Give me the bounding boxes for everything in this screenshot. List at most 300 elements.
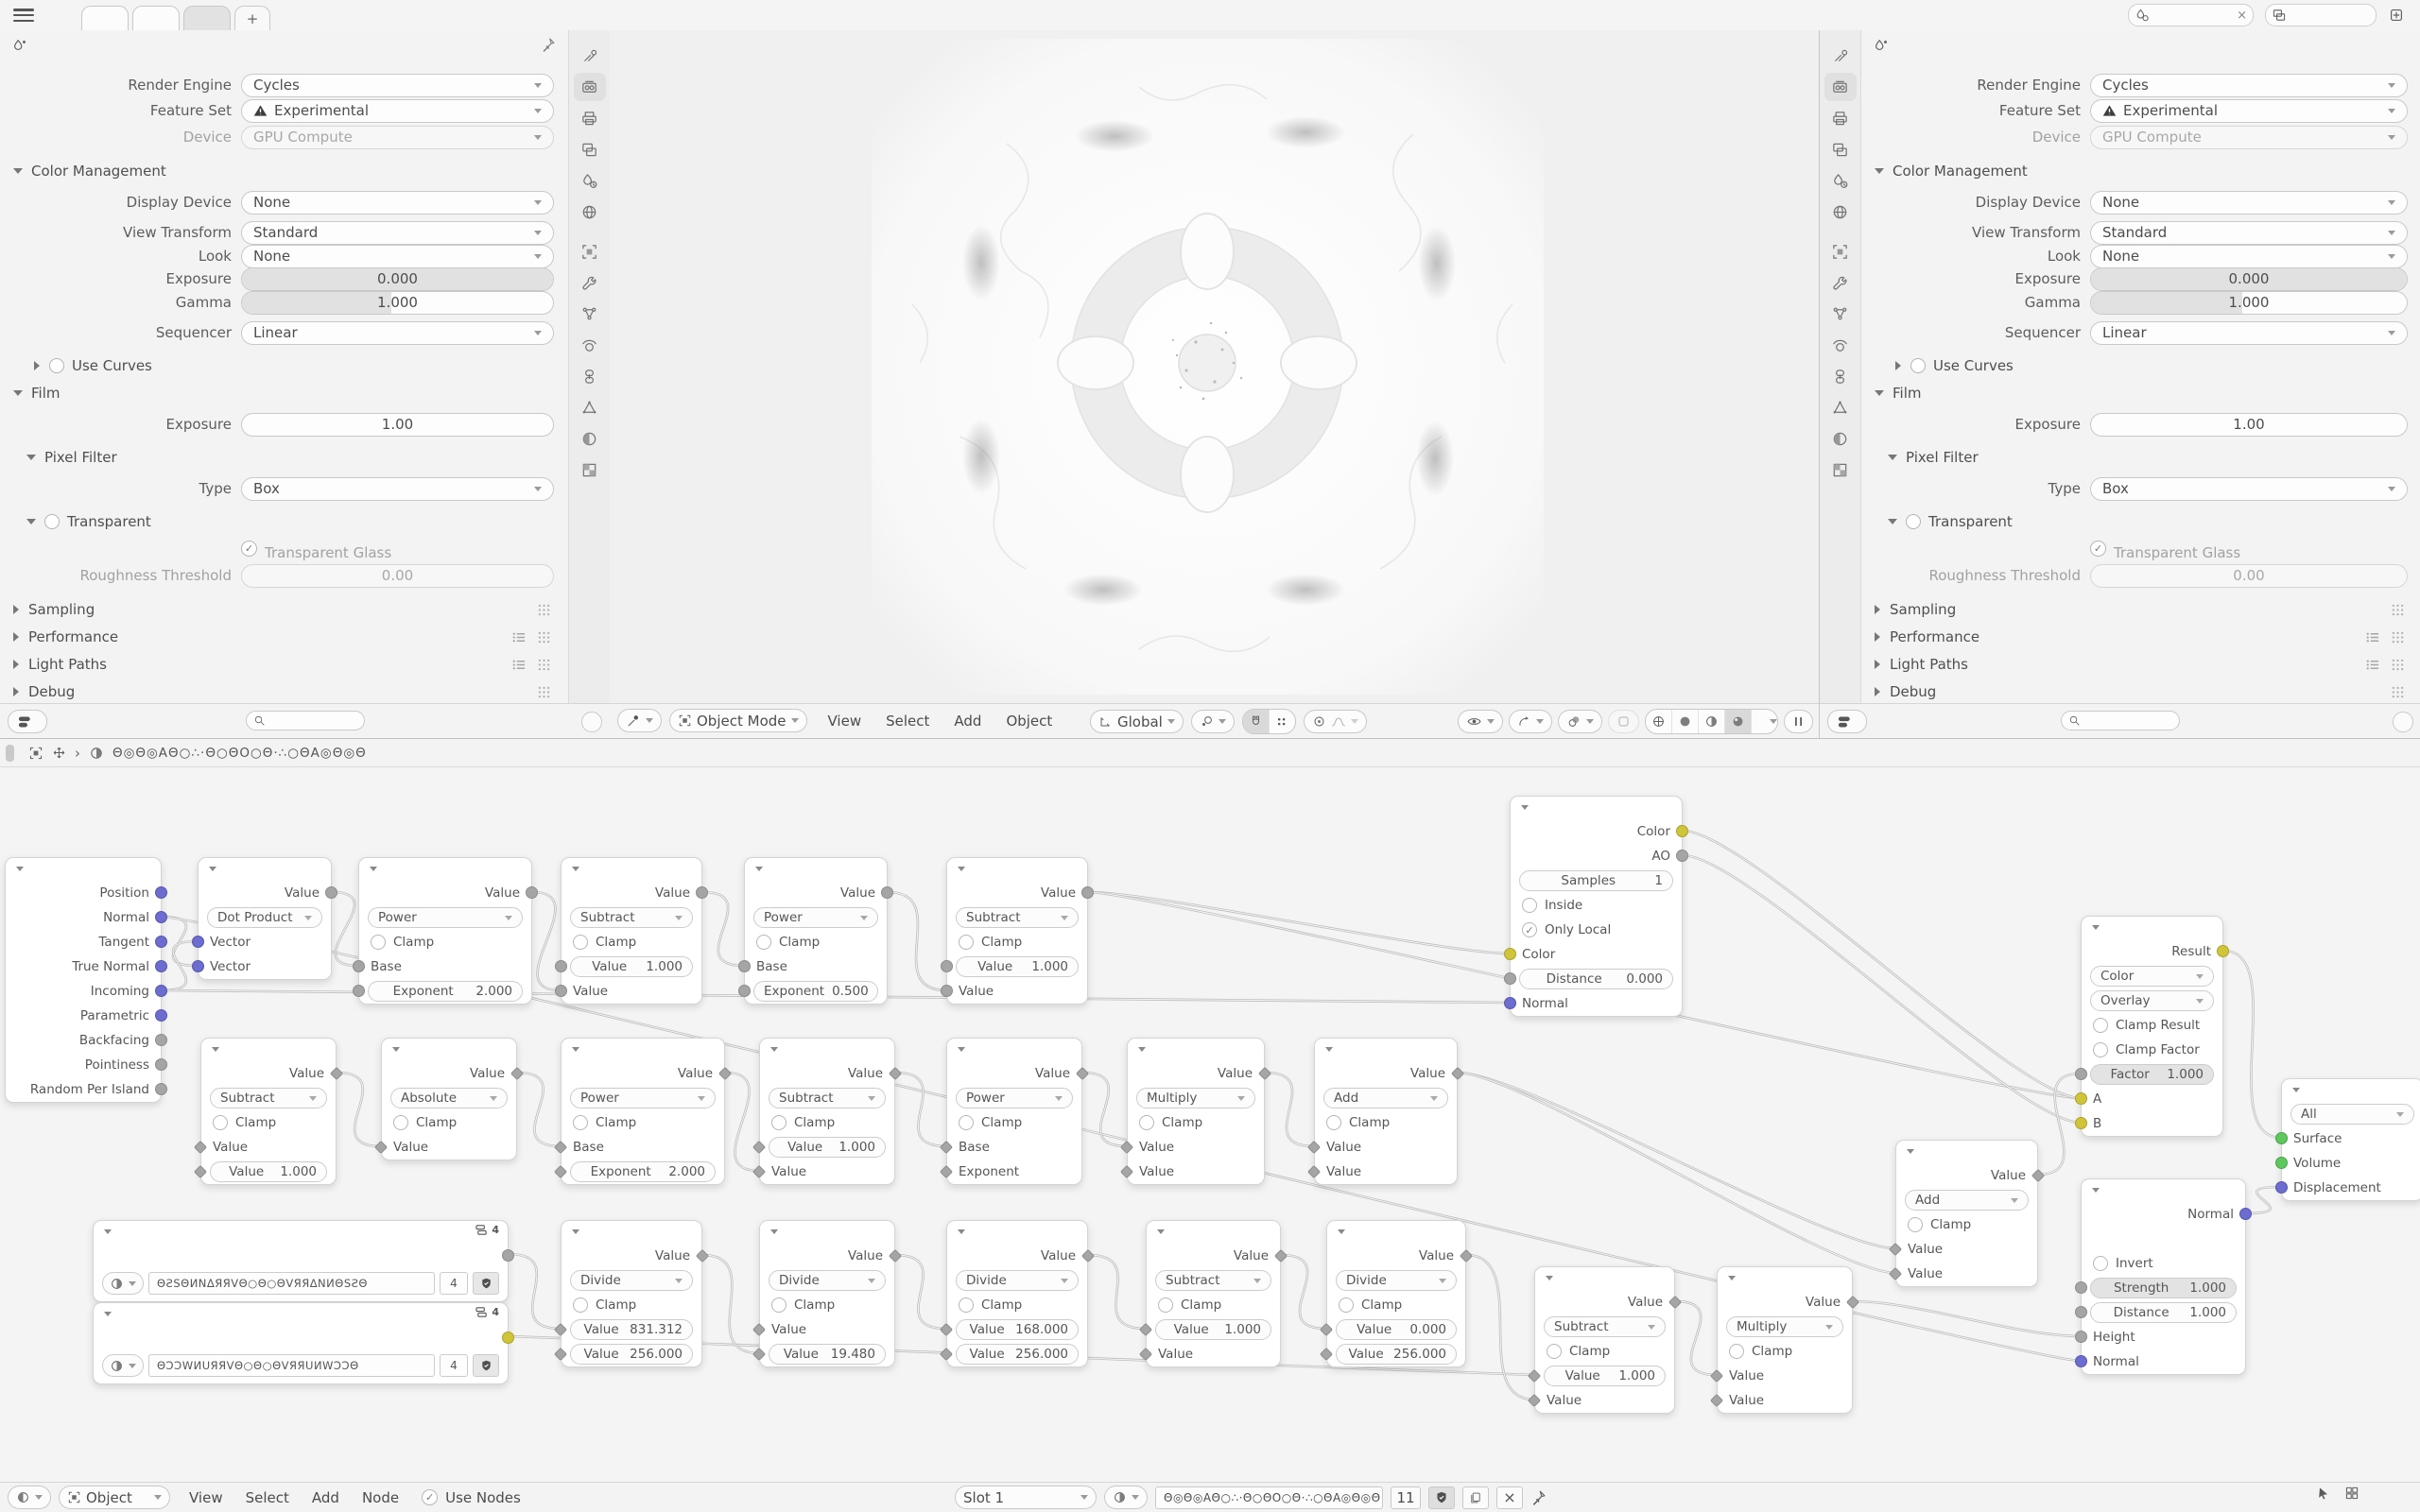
grid-icon[interactable] <box>2392 659 2404 671</box>
node-input-socket[interactable] <box>1889 1267 1902 1280</box>
menu-add[interactable]: Add <box>311 1488 339 1506</box>
overlays-dropdown[interactable] <box>1558 710 1602 733</box>
node-output-socket[interactable] <box>696 1249 709 1263</box>
node-math-multiply-2[interactable] <box>1717 1266 1853 1414</box>
section-use-curves[interactable] <box>1861 356 2408 375</box>
section-performance[interactable] <box>0 627 554 646</box>
material-browse-button[interactable] <box>102 1354 144 1377</box>
node-value-field[interactable] <box>1336 1344 1457 1365</box>
node-value-field[interactable] <box>2090 1302 2237 1323</box>
node-checkbox-clamp[interactable] <box>947 930 1087 954</box>
section-color-management[interactable] <box>1861 162 2408 180</box>
shading-solid-button[interactable] <box>1672 710 1699 733</box>
section-debug[interactable] <box>0 682 554 701</box>
properties-tab-data[interactable] <box>1824 393 1857 421</box>
list-icon[interactable] <box>2366 659 2380 671</box>
datablock-user-count[interactable]: 4 <box>440 1272 468 1295</box>
node-node-group-1[interactable] <box>93 1220 509 1302</box>
shading-rendered-button[interactable] <box>1725 710 1752 733</box>
node-checkbox-clamp[interactable] <box>382 1110 516 1135</box>
node-input-socket[interactable] <box>2275 1157 2288 1169</box>
node-value-field[interactable] <box>570 1319 693 1340</box>
node-output-socket[interactable] <box>155 936 167 948</box>
node-output-socket[interactable] <box>696 886 708 899</box>
node-input-socket[interactable] <box>2075 1306 2087 1318</box>
shader-type-selector[interactable] <box>59 1486 170 1509</box>
node-math-power-3[interactable] <box>561 1038 725 1185</box>
grid-icon[interactable] <box>2392 631 2404 644</box>
properties-tab-texture[interactable] <box>1824 455 1857 484</box>
collapse-icon[interactable] <box>958 1047 965 1052</box>
prop-slider-gamma[interactable] <box>2090 291 2408 315</box>
node-output-socket[interactable] <box>1676 850 1688 862</box>
collapse-icon[interactable] <box>2092 925 2100 930</box>
node-input-socket[interactable] <box>2275 1181 2288 1194</box>
node-input-socket[interactable] <box>1710 1369 1723 1383</box>
node-input-socket[interactable] <box>555 985 567 997</box>
node-output-socket[interactable] <box>718 1067 732 1080</box>
node-input-socket[interactable] <box>940 1348 953 1361</box>
prop-field-sequencer[interactable] <box>2090 321 2408 345</box>
fake-user-shield-button[interactable] <box>473 1354 499 1377</box>
node-enum-subtract[interactable] <box>1155 1270 1271 1291</box>
node-checkbox-inside[interactable] <box>1511 893 1682 918</box>
collapse-icon[interactable] <box>1157 1229 1165 1234</box>
section-film[interactable] <box>0 384 554 403</box>
node-output-socket[interactable] <box>1258 1067 1271 1080</box>
prop-field-type[interactable] <box>2090 477 2408 501</box>
node-enum-subtract[interactable] <box>956 907 1079 928</box>
node-value-field[interactable] <box>2090 1278 2237 1298</box>
node-math-divide-4[interactable] <box>1326 1220 1466 1367</box>
section-film[interactable] <box>1861 384 2408 403</box>
node-math-subtract-3[interactable] <box>200 1038 337 1185</box>
node-output-socket[interactable] <box>526 886 538 899</box>
pin-icon[interactable] <box>1530 1489 1547 1505</box>
node-output-socket[interactable] <box>1451 1067 1464 1080</box>
section-transparent[interactable] <box>0 512 554 531</box>
node-output-socket[interactable] <box>325 886 337 899</box>
node-output-socket[interactable] <box>155 1058 167 1071</box>
node-checkbox-clamp[interactable] <box>1128 1110 1264 1135</box>
node-value-field[interactable] <box>1519 969 1673 989</box>
properties-tab-modifier[interactable] <box>1824 268 1857 297</box>
node-enum-divide[interactable] <box>1336 1270 1457 1291</box>
node-input-socket[interactable] <box>738 985 751 997</box>
node-checkbox-clamp[interactable] <box>1327 1293 1465 1317</box>
section-light-paths[interactable] <box>1861 655 2408 674</box>
collapse-icon[interactable] <box>770 1047 778 1052</box>
node-checkbox-clamp-result[interactable] <box>2082 1013 2222 1038</box>
node-mix-color[interactable] <box>2081 916 2223 1137</box>
node-value-field[interactable] <box>753 981 878 1002</box>
slot-selector[interactable] <box>955 1486 1097 1509</box>
node-checkbox-clamp[interactable] <box>745 930 887 954</box>
node-output-socket[interactable] <box>155 911 167 923</box>
node-checkbox-clamp[interactable] <box>562 1293 701 1317</box>
node-checkbox-invert[interactable] <box>2082 1251 2245 1276</box>
node-output-socket[interactable] <box>881 886 893 899</box>
grid-icon[interactable] <box>538 659 550 671</box>
collapse-icon[interactable] <box>104 1312 112 1316</box>
node-value-field[interactable] <box>1155 1319 1271 1340</box>
node-value-field[interactable] <box>570 1161 716 1182</box>
node-input-socket[interactable] <box>554 1348 567 1361</box>
properties-tab-data[interactable] <box>574 393 606 421</box>
proportional-editing[interactable] <box>1304 710 1367 733</box>
node-input-socket[interactable] <box>1307 1141 1321 1154</box>
snap-settings-dropdown[interactable] <box>1270 710 1295 733</box>
node-enum-color[interactable] <box>2090 966 2214 987</box>
transform-orientation-selector[interactable] <box>1090 710 1184 733</box>
node-input-socket[interactable] <box>2075 1331 2087 1343</box>
collapse-icon[interactable] <box>1521 805 1529 810</box>
prop-field-view-transform[interactable] <box>2090 221 2408 245</box>
datablock-name-field[interactable]: ΘƆƆWИUЯЯVΘ○Θ○ΘVЯЯUИWƆƆΘ <box>148 1354 435 1377</box>
node-input-socket[interactable] <box>752 1141 766 1154</box>
node-checkbox-clamp[interactable] <box>760 1110 894 1135</box>
prop-field-feature-set[interactable] <box>241 99 554 123</box>
properties-tab-physics[interactable] <box>574 331 606 359</box>
node-ambient-occlusion[interactable] <box>1510 796 1683 1017</box>
node-value-field[interactable] <box>570 1344 693 1365</box>
node-output-socket[interactable] <box>1846 1296 1859 1309</box>
view-layer-value[interactable] <box>2290 8 2370 23</box>
node-geometry[interactable] <box>5 857 162 1103</box>
filter-toggle-button[interactable] <box>8 710 47 733</box>
properties-tab-texture[interactable] <box>574 455 606 484</box>
section-debug[interactable] <box>1861 682 2408 701</box>
node-checkbox-clamp[interactable] <box>1535 1339 1674 1364</box>
node-input-socket[interactable] <box>2075 1092 2087 1105</box>
properties-tab-world[interactable] <box>574 198 606 226</box>
prop-number-exposure[interactable] <box>241 413 554 437</box>
section-toggle-radio[interactable] <box>1910 358 1926 373</box>
node-input-socket[interactable] <box>752 1323 766 1336</box>
workspace-tab-3-active[interactable] <box>183 6 231 30</box>
prop-field-display-device[interactable] <box>2090 191 2408 215</box>
node-input-socket[interactable] <box>2075 1117 2087 1129</box>
node-output-socket[interactable] <box>1676 825 1688 837</box>
prop-slider-gamma[interactable] <box>241 291 554 315</box>
section-use-curves[interactable] <box>0 356 554 375</box>
grid-icon[interactable] <box>538 631 550 644</box>
list-icon[interactable] <box>512 659 527 671</box>
shading-wireframe-button[interactable] <box>1646 710 1672 733</box>
prop-field-feature-set[interactable] <box>2090 99 2408 123</box>
properties-tab-render[interactable] <box>1824 73 1857 101</box>
node-input-socket[interactable] <box>941 960 953 972</box>
collapse-icon[interactable] <box>392 1047 400 1052</box>
node-checkbox-clamp[interactable] <box>562 1110 724 1135</box>
collapse-icon[interactable] <box>2092 1188 2100 1193</box>
node-enum-absolute[interactable] <box>390 1088 508 1108</box>
shading-dropdown[interactable] <box>1752 710 1777 733</box>
prop-field-look[interactable] <box>2090 245 2408 268</box>
grid-icon[interactable] <box>2392 604 2404 616</box>
node-input-socket[interactable] <box>940 1141 953 1154</box>
node-value-field[interactable] <box>1544 1366 1666 1386</box>
prop-field-render-engine[interactable] <box>241 74 554 97</box>
prop-field-type[interactable] <box>241 477 554 501</box>
node-output-socket[interactable] <box>502 1249 514 1262</box>
node-math-add-1[interactable] <box>1314 1038 1458 1185</box>
node-input-socket[interactable] <box>1504 948 1516 960</box>
node-checkbox-clamp[interactable] <box>1315 1110 1457 1135</box>
section-toggle-radio[interactable] <box>49 358 64 373</box>
node-input-socket[interactable] <box>554 1323 567 1336</box>
checkbox-transparent-glass[interactable]: ✓ <box>241 541 257 557</box>
node-output-socket[interactable] <box>1274 1249 1288 1263</box>
node-input-socket[interactable] <box>1504 972 1516 985</box>
menu-add[interactable]: Add <box>954 712 982 730</box>
material-user-count[interactable]: 11 <box>1391 1486 1421 1509</box>
collapse-icon[interactable] <box>1907 1149 1914 1154</box>
node-input-socket[interactable] <box>1320 1323 1333 1336</box>
properties-tab-viewlayer[interactable] <box>1824 135 1857 163</box>
properties-tab-scene[interactable] <box>574 166 606 195</box>
node-input-socket[interactable] <box>940 1165 953 1178</box>
section-transparent[interactable] <box>1861 512 2408 531</box>
node-input-socket[interactable] <box>554 1141 567 1154</box>
node-value-field[interactable] <box>769 1344 886 1365</box>
collapse-icon[interactable] <box>770 1229 778 1234</box>
options-circle-button[interactable] <box>2393 712 2413 732</box>
node-enum-divide[interactable] <box>956 1270 1079 1291</box>
node-input-socket[interactable] <box>555 960 567 972</box>
properties-tab-tool[interactable] <box>574 42 606 70</box>
node-input-socket[interactable] <box>1320 1348 1333 1361</box>
node-output-socket[interactable] <box>155 1083 167 1095</box>
node-value-field[interactable] <box>2090 1064 2214 1085</box>
collapse-icon[interactable] <box>755 867 763 871</box>
node-math-power-1[interactable] <box>358 857 532 1005</box>
node-output-socket[interactable] <box>502 1332 514 1344</box>
node-input-socket[interactable] <box>1139 1323 1152 1336</box>
node-math-subtract-4[interactable] <box>759 1038 895 1185</box>
filter-toggle-button[interactable] <box>1827 710 1867 733</box>
node-enum-dot-product[interactable] <box>207 907 322 928</box>
properties-tab-output[interactable] <box>1824 104 1857 132</box>
properties-tab-world[interactable] <box>1824 198 1857 226</box>
search-input[interactable] <box>246 711 365 730</box>
properties-tab-object[interactable] <box>574 237 606 266</box>
prop-field-sequencer[interactable] <box>241 321 554 345</box>
prop-slider-exposure[interactable] <box>241 267 554 291</box>
properties-tab-constraints[interactable] <box>574 362 606 390</box>
node-input-socket[interactable] <box>1120 1141 1133 1154</box>
menu-icon[interactable] <box>13 9 34 22</box>
node-enum-divide[interactable] <box>769 1270 886 1291</box>
list-icon[interactable] <box>2366 631 2380 644</box>
options-circle-button[interactable] <box>581 712 602 732</box>
prop-field-view-transform[interactable] <box>241 221 554 245</box>
node-input-socket[interactable] <box>374 1141 388 1154</box>
node-output-socket[interactable] <box>1076 1067 1089 1080</box>
scene-name-value[interactable] <box>2153 8 2233 23</box>
collapse-icon[interactable] <box>1546 1276 1553 1280</box>
node-value-field[interactable] <box>956 956 1079 977</box>
node-canvas[interactable] <box>0 766 2420 1483</box>
pause-render-button[interactable] <box>1784 710 1813 733</box>
add-workspace-button[interactable]: + <box>234 6 270 30</box>
checkbox-transparent-glass[interactable]: ✓ <box>2090 541 2106 557</box>
node-output-socket[interactable] <box>2031 1169 2045 1182</box>
node-checkbox-clamp[interactable] <box>947 1110 1081 1135</box>
node-output-socket[interactable] <box>155 1009 167 1022</box>
node-value-field[interactable] <box>769 1137 886 1158</box>
node-math-power-4[interactable] <box>946 1038 1082 1185</box>
collapse-icon[interactable] <box>209 867 216 871</box>
scene-selector[interactable] <box>2128 4 2254 26</box>
overlay-grid-icon[interactable] <box>2344 1486 2360 1501</box>
node-input-socket[interactable] <box>752 1165 766 1178</box>
section-sampling[interactable] <box>0 600 554 619</box>
list-icon[interactable] <box>512 631 527 644</box>
node-enum-subtract[interactable] <box>570 907 693 928</box>
node-output-socket[interactable] <box>889 1067 902 1080</box>
new-layer-icon[interactable] <box>2388 7 2405 24</box>
workspace-tab-2[interactable] <box>132 6 180 30</box>
node-input-socket[interactable] <box>2075 1281 2087 1294</box>
node-output-socket[interactable] <box>1081 886 1094 899</box>
prop-number-roughness-threshold[interactable] <box>241 564 554 588</box>
node-material-output[interactable] <box>2281 1078 2420 1201</box>
datablock-user-count[interactable]: 4 <box>440 1354 468 1377</box>
collapse-icon[interactable] <box>572 867 579 871</box>
node-checkbox-clamp[interactable] <box>201 1110 336 1135</box>
menu-view[interactable]: View <box>189 1488 223 1506</box>
properties-tab-particles[interactable] <box>574 300 606 328</box>
node-math-subtract-6[interactable] <box>1534 1266 1675 1414</box>
section-toggle-radio[interactable] <box>1906 514 1921 529</box>
node-math-power-2[interactable] <box>744 857 888 1005</box>
visibility-dropdown[interactable] <box>1458 710 1503 733</box>
node-input-socket[interactable] <box>1710 1394 1723 1407</box>
section-pixel-filter[interactable] <box>0 448 554 467</box>
properties-tab-output[interactable] <box>574 104 606 132</box>
properties-tab-tool[interactable] <box>1824 42 1857 70</box>
node-vector-math-dot-product[interactable] <box>198 857 332 980</box>
section-pixel-filter[interactable] <box>1861 448 2408 467</box>
menu-select[interactable]: Select <box>245 1488 289 1506</box>
node-input-socket[interactable] <box>1528 1394 1541 1407</box>
node-checkbox-clamp[interactable] <box>562 930 701 954</box>
node-enum-power[interactable] <box>368 907 523 928</box>
copy-material-button[interactable] <box>1462 1486 1489 1509</box>
node-enum-multiply[interactable] <box>1136 1088 1255 1108</box>
node-enum-add[interactable] <box>1905 1190 2029 1211</box>
view-layer-selector[interactable] <box>2265 4 2377 26</box>
grid-icon[interactable] <box>538 686 550 698</box>
node-input-socket[interactable] <box>2075 1355 2087 1367</box>
collapse-icon[interactable] <box>1338 1229 1345 1234</box>
node-output-socket[interactable] <box>510 1067 524 1080</box>
search-input[interactable] <box>2061 711 2180 730</box>
node-math-subtract-1[interactable] <box>561 857 702 1005</box>
node-enum-overlay[interactable] <box>2090 990 2214 1011</box>
collapse-icon[interactable] <box>104 1229 112 1234</box>
node-output-socket[interactable] <box>330 1067 343 1080</box>
datablock-name-field[interactable]: ΘƧSΘИNΔЯЯVΘ○Θ○ΘVЯЯΔNИΘSƧΘ <box>148 1272 435 1295</box>
collapse-icon[interactable] <box>212 1047 219 1052</box>
section-light-paths[interactable] <box>0 655 554 674</box>
prop-field-device[interactable] <box>241 126 554 149</box>
node-enum-subtract[interactable] <box>769 1088 886 1108</box>
properties-tab-particles[interactable] <box>1824 300 1857 328</box>
node-math-multiply-1[interactable] <box>1127 1038 1265 1185</box>
viewport-3d[interactable] <box>610 30 1819 738</box>
node-output-socket[interactable] <box>1668 1296 1682 1309</box>
editor-type-selector[interactable] <box>8 1486 51 1509</box>
node-output-socket[interactable] <box>155 886 167 899</box>
node-input-socket[interactable] <box>752 1348 766 1361</box>
node-output-socket[interactable] <box>2239 1208 2252 1220</box>
node-checkbox-clamp[interactable] <box>1718 1339 1852 1364</box>
menu-node[interactable]: Node <box>361 1488 400 1506</box>
fake-user-shield-button[interactable] <box>473 1272 499 1295</box>
prop-number-roughness-threshold[interactable] <box>2090 564 2408 588</box>
node-output-socket[interactable] <box>155 960 167 972</box>
node-value-field[interactable] <box>1336 1319 1457 1340</box>
node-value-field[interactable] <box>368 981 523 1002</box>
node-enum-power[interactable] <box>956 1088 1073 1108</box>
node-input-socket[interactable] <box>738 960 751 972</box>
collapse-icon[interactable] <box>370 867 377 871</box>
xray-toggle[interactable] <box>1608 710 1639 733</box>
node-output-socket[interactable] <box>155 985 167 997</box>
node-value-field[interactable] <box>956 1319 1079 1340</box>
node-value-field[interactable] <box>570 956 693 977</box>
grid-icon[interactable] <box>2392 686 2404 698</box>
unlink-material-button[interactable] <box>1496 1486 1523 1509</box>
collapse-icon[interactable] <box>958 867 965 871</box>
menu-select[interactable]: Select <box>886 712 930 730</box>
node-math-add-2[interactable] <box>1895 1140 2038 1287</box>
section-color-management[interactable] <box>0 162 554 180</box>
properties-tab-constraints[interactable] <box>1824 362 1857 390</box>
section-performance[interactable] <box>1861 627 2408 646</box>
mode-selector[interactable] <box>669 709 807 732</box>
node-checkbox-only-local[interactable] <box>1511 918 1682 942</box>
node-input-socket[interactable] <box>1307 1165 1321 1178</box>
gizmos-dropdown[interactable] <box>1509 710 1552 733</box>
node-input-socket[interactable] <box>353 985 365 997</box>
scene-close-icon[interactable]: × <box>2237 8 2247 23</box>
prop-number-exposure[interactable] <box>2090 413 2408 437</box>
menu-object[interactable]: Object <box>1006 712 1053 730</box>
collapse-icon[interactable] <box>1138 1047 1146 1052</box>
node-math-subtract-2[interactable] <box>946 857 1088 1005</box>
node-enum-subtract[interactable] <box>1544 1316 1666 1337</box>
prop-field-render-engine[interactable] <box>2090 74 2408 97</box>
collapse-icon[interactable] <box>572 1229 579 1234</box>
node-math-absolute[interactable] <box>381 1038 517 1160</box>
collapse-icon[interactable] <box>572 1047 579 1052</box>
node-output-socket[interactable] <box>155 1034 167 1046</box>
node-output-socket[interactable] <box>1081 1249 1095 1263</box>
node-input-socket[interactable] <box>1139 1348 1152 1361</box>
node-checkbox-clamp[interactable] <box>947 1293 1087 1317</box>
node-input-socket[interactable] <box>940 1323 953 1336</box>
node-math-divide-2[interactable] <box>759 1220 895 1367</box>
node-bump[interactable] <box>2081 1178 2246 1375</box>
cursor-tool-icon[interactable] <box>2316 1486 2331 1501</box>
node-enum-subtract[interactable] <box>210 1088 327 1108</box>
properties-tab-object[interactable] <box>1824 237 1857 266</box>
node-output-socket[interactable] <box>1460 1249 1473 1263</box>
node-enum-divide[interactable] <box>570 1270 693 1291</box>
